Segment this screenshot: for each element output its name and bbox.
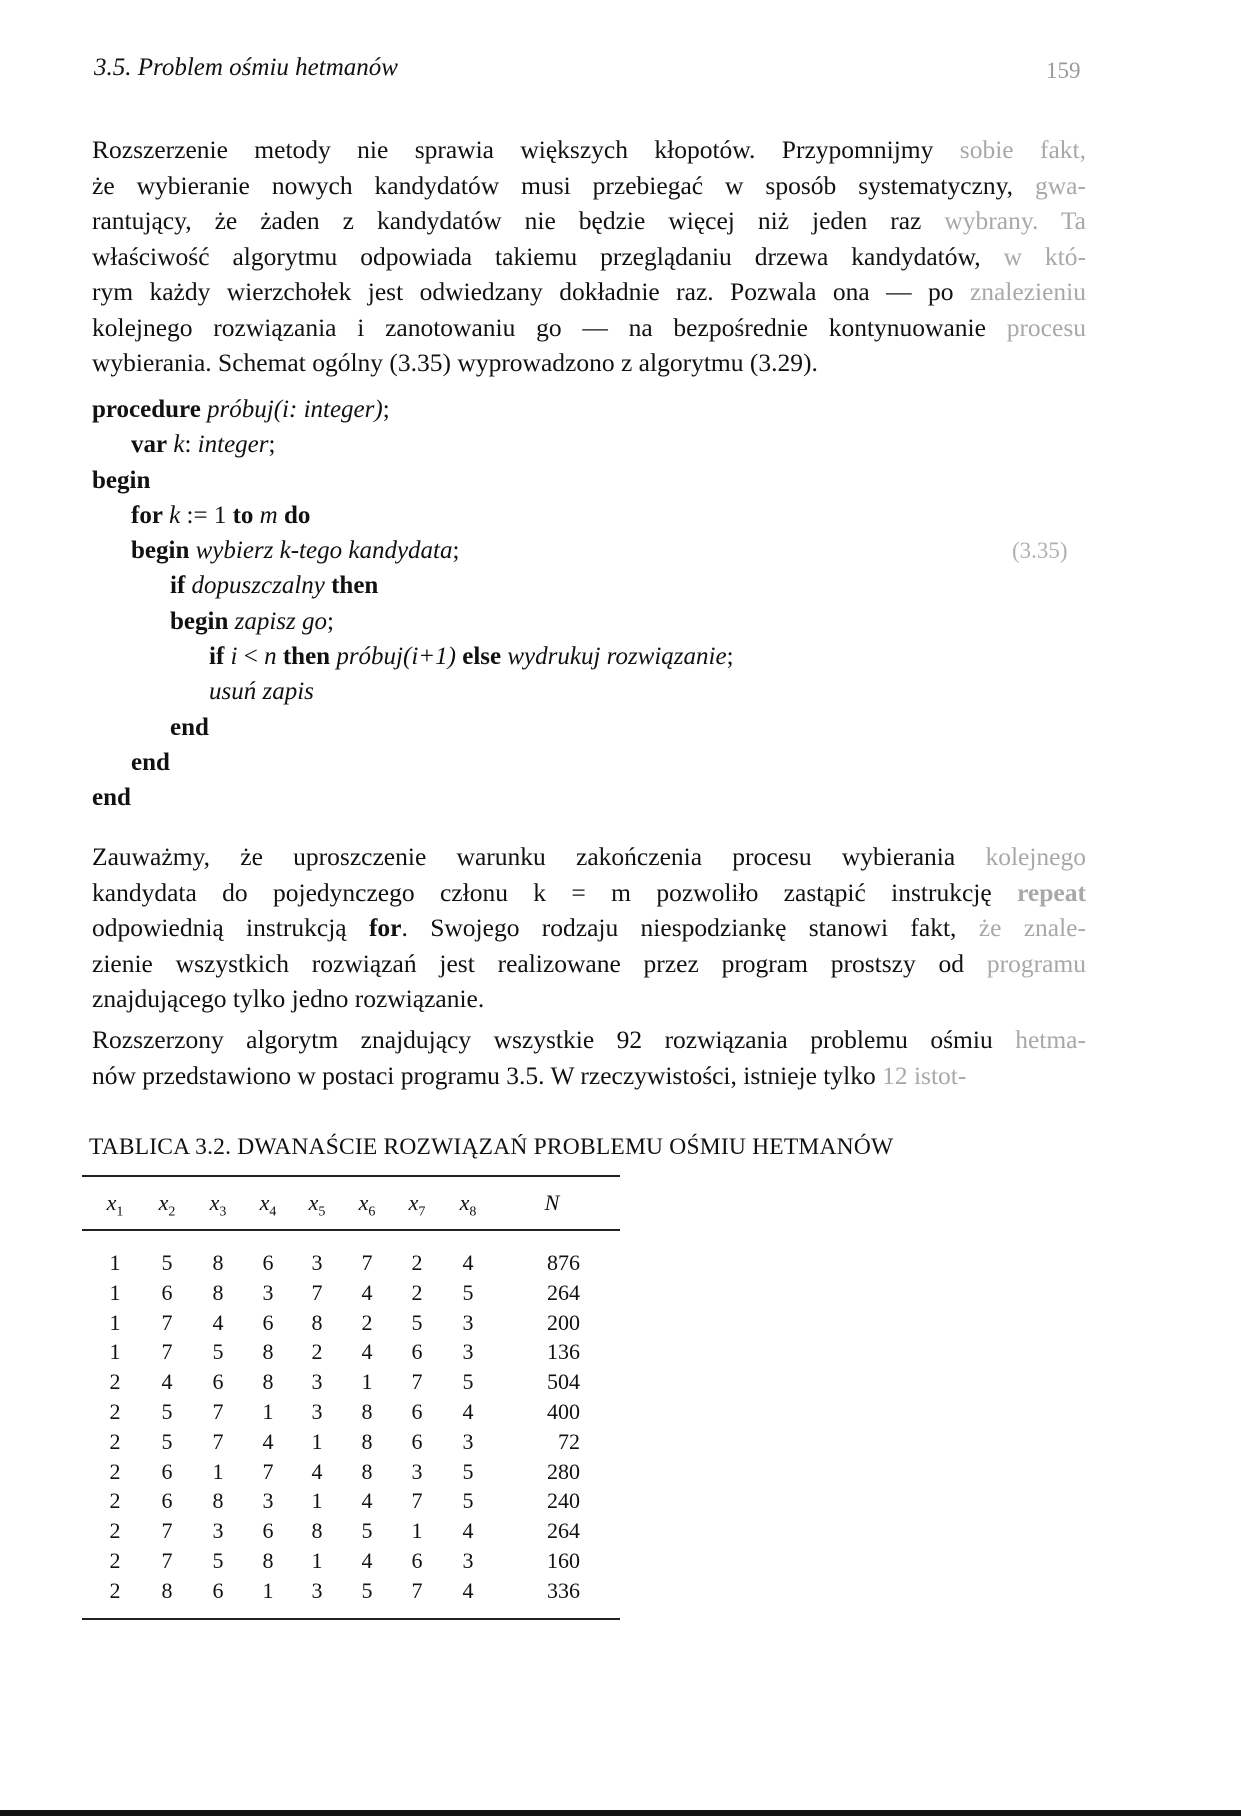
code-keyword: to	[232, 501, 254, 529]
faded-scan-text: programu	[986, 948, 1086, 978]
cell-queen-column: 1	[109, 1309, 121, 1335]
code-token: integer	[197, 431, 269, 459]
line-text: kandydata do pojedynczego członu k = m pozwoliło zastąpić instrukcję	[92, 877, 1018, 907]
text-line	[92, 132, 1086, 168]
code-keyword: do	[283, 501, 311, 529]
cell-queen-column: 7	[262, 1458, 274, 1484]
cell-queen-column: 8	[161, 1577, 173, 1603]
column-subscript: 8	[469, 1204, 477, 1220]
cell-queen-column: 2	[311, 1339, 323, 1365]
code-keyword: end	[92, 784, 131, 812]
cell-queen-column: 5	[361, 1518, 373, 1544]
code-token: ;	[327, 607, 334, 635]
cell-queen-column: 5	[161, 1398, 173, 1424]
column-subscript: 3	[219, 1204, 227, 1220]
cell-n: 160	[547, 1547, 580, 1573]
column-header	[522, 1190, 582, 1216]
cell-queen-column: 5	[411, 1309, 423, 1335]
cell-n: 280	[547, 1458, 580, 1484]
cell-queen-column: 1	[109, 1250, 121, 1275]
column-variable: x	[158, 1190, 169, 1215]
paragraph-extended-algorithm	[92, 1022, 1086, 1093]
text-line	[92, 1022, 1086, 1058]
column-header	[453, 1190, 483, 1220]
code-token: m	[259, 501, 278, 529]
cell-queen-column: 1	[361, 1369, 373, 1395]
code-token: wydrukuj rozwiązanie	[507, 643, 727, 671]
faded-scan-text: kolejnego	[985, 842, 1086, 871]
cell-queen-column: 3	[462, 1339, 474, 1365]
cell-n: 240	[547, 1488, 580, 1514]
code-token: <	[237, 643, 265, 671]
code-token: zapisz go	[234, 607, 327, 635]
cell-queen-column: 7	[411, 1488, 423, 1514]
code-line	[92, 498, 734, 533]
code-token: :	[184, 431, 198, 459]
cell-queen-column: 3	[462, 1428, 474, 1454]
faded-scan-text: procesu	[1006, 312, 1086, 342]
code-token: n	[264, 643, 277, 671]
cell-queen-column: 5	[361, 1577, 373, 1603]
table-header	[82, 1190, 620, 1220]
text-line	[92, 310, 1086, 346]
cell-queen-column: 6	[262, 1250, 274, 1275]
cell-queen-column: 3	[311, 1577, 323, 1603]
cell-queen-column: 7	[161, 1309, 173, 1335]
cell-queen-column: 6	[411, 1398, 423, 1424]
table-row	[82, 1429, 620, 1459]
column-variable: x	[308, 1190, 319, 1215]
cell-queen-column: 6	[262, 1309, 274, 1335]
running-head-title: 3.5. Problem ośmiu hetmanów	[94, 54, 398, 81]
code-line	[92, 568, 734, 603]
column-header	[203, 1190, 233, 1220]
cell-queen-column: 7	[311, 1279, 323, 1305]
code-keyword: begin	[131, 537, 190, 565]
faded-scan-text: 12 istot-	[882, 1060, 967, 1090]
code-line	[92, 463, 734, 498]
cell-n: 264	[547, 1518, 580, 1544]
cell-queen-column: 1	[262, 1577, 274, 1603]
text-line	[92, 1058, 1086, 1094]
column-subscript: 4	[269, 1204, 277, 1220]
code-keyword: if	[209, 643, 225, 671]
cell-n: 504	[547, 1369, 580, 1395]
code-keyword: for	[131, 501, 163, 529]
code-token: k	[173, 431, 185, 459]
table-header-row	[82, 1190, 620, 1220]
cell-queen-column: 7	[161, 1547, 173, 1573]
cell-queen-column: 5	[462, 1488, 474, 1514]
cell-queen-column: 4	[361, 1488, 373, 1514]
code-keyword: begin	[92, 466, 151, 494]
cell-queen-column: 3	[262, 1488, 274, 1514]
code-line	[92, 604, 734, 639]
column-variable: x	[106, 1190, 117, 1215]
cell-queen-column: 6	[212, 1577, 224, 1603]
code-keyword: var	[131, 431, 168, 459]
cell-n: 336	[547, 1577, 580, 1603]
code-token: := 1	[180, 501, 233, 529]
line-text: kolejnego rozwiązania i zanotowaniu go — na bezpośrednie kontynuowanie	[92, 312, 1007, 342]
table-row	[82, 1280, 620, 1310]
cell-queen-column: 2	[411, 1250, 423, 1275]
column-variable: N	[544, 1190, 560, 1215]
column-variable: x	[259, 1190, 270, 1215]
cell-queen-column: 4	[311, 1458, 323, 1484]
table-row	[82, 1399, 620, 1429]
cell-queen-column: 4	[462, 1250, 474, 1275]
faded-scan-text: że znale-	[978, 913, 1086, 942]
cell-n: 72	[558, 1428, 580, 1454]
table-row	[82, 1548, 620, 1578]
code-token: dopuszczalny	[191, 572, 325, 600]
cell-queen-column: 8	[212, 1279, 224, 1305]
column-header	[253, 1190, 283, 1220]
cell-queen-column: 2	[411, 1279, 423, 1305]
table-row	[82, 1578, 620, 1608]
text-line	[92, 239, 1086, 275]
code-line	[92, 780, 734, 815]
cell-queen-column: 3	[262, 1279, 274, 1305]
table-row	[82, 1310, 620, 1340]
cell-queen-column: 6	[262, 1518, 274, 1544]
equation-label: (3.35)	[1012, 538, 1068, 563]
cell-queen-column: 5	[462, 1458, 474, 1484]
faded-scan-text: hetma-	[1015, 1025, 1086, 1054]
scan-edge-band	[0, 1810, 1241, 1816]
cell-queen-column: 2	[361, 1309, 373, 1335]
cell-queen-column: 2	[109, 1547, 121, 1573]
code-line	[92, 639, 734, 674]
cell-queen-column: 4	[462, 1398, 474, 1424]
code-keyword: then	[331, 572, 379, 600]
line-text: rym każdy wierzchołek jest odwiedzany dokładnie raz. Pozwala ona — po	[92, 277, 970, 306]
cell-queen-column: 6	[161, 1488, 173, 1514]
cell-queen-column: 7	[161, 1339, 173, 1365]
cell-queen-column: 3	[311, 1250, 323, 1275]
cell-queen-column: 2	[109, 1488, 121, 1514]
faded-scan-text: gwa-	[1035, 170, 1086, 200]
code-keyword: procedure	[92, 396, 201, 423]
table-row	[82, 1459, 620, 1489]
cell-queen-column: 6	[411, 1428, 423, 1454]
cell-queen-column: 1	[212, 1458, 224, 1484]
cell-queen-column: 8	[311, 1309, 323, 1335]
cell-queen-column: 5	[161, 1250, 173, 1275]
text-line	[92, 875, 1086, 911]
solutions-table	[82, 1250, 620, 1608]
code-token: i	[230, 643, 238, 671]
column-subscript: 5	[318, 1204, 326, 1220]
paragraph-intro	[92, 132, 1086, 381]
text-line	[92, 203, 1086, 239]
cell-queen-column: 5	[212, 1547, 224, 1573]
faded-scan-text: wybrany. Ta	[944, 206, 1086, 235]
text-line	[92, 345, 1086, 381]
faded-scan-text: znalezieniu	[969, 277, 1086, 306]
line-text: nów przedstawiono w postaci programu 3.5. W rzeczywistości, istnieje tylko	[92, 1060, 883, 1090]
keyword-repeat: repeat	[1017, 877, 1086, 907]
cell-queen-column: 6	[411, 1547, 423, 1573]
line-text: że wybieranie nowych kandydatów musi przebiegać w sposób systematyczny,	[92, 170, 1036, 200]
column-header	[152, 1190, 182, 1220]
line-text: odpowiednią instrukcją	[92, 913, 369, 942]
code-keyword: else	[462, 643, 502, 671]
line-text: znajdującego tylko jedno rozwiązanie.	[92, 984, 485, 1013]
cell-n: 136	[547, 1339, 580, 1365]
cell-queen-column: 2	[109, 1577, 121, 1603]
table-row	[82, 1339, 620, 1369]
code-keyword: if	[170, 572, 186, 600]
line-text: Zauważmy, że uproszczenie warunku zakończenia procesu wybierania	[92, 842, 986, 871]
cell-queen-column: 8	[262, 1369, 274, 1395]
cell-queen-column: 7	[212, 1398, 224, 1424]
cell-queen-column: 2	[109, 1369, 121, 1395]
code-token: ;	[452, 537, 460, 565]
cell-queen-column: 5	[161, 1428, 173, 1454]
code-token: k	[169, 501, 181, 529]
cell-queen-column: 3	[462, 1309, 474, 1335]
column-header	[402, 1190, 432, 1220]
code-token: usuń zapis	[209, 678, 314, 706]
column-variable: x	[459, 1190, 470, 1215]
cell-queen-column: 8	[361, 1398, 373, 1424]
cell-queen-column: 8	[361, 1458, 373, 1484]
code-keyword: end	[131, 748, 170, 776]
cell-queen-column: 4	[361, 1339, 373, 1365]
table-row	[82, 1369, 620, 1399]
line-text: zienie wszystkich rozwiązań jest realizowane przez program prostszy od	[92, 948, 987, 978]
cell-queen-column: 8	[262, 1547, 274, 1573]
table-header-rule	[82, 1229, 620, 1231]
cell-queen-column: 4	[462, 1577, 474, 1603]
cell-queen-column: 2	[109, 1398, 121, 1424]
cell-queen-column: 8	[212, 1488, 224, 1514]
code-keyword: end	[170, 713, 209, 741]
text-line	[92, 946, 1086, 982]
column-header	[352, 1190, 382, 1220]
pseudocode-block	[92, 392, 734, 816]
cell-queen-column: 8	[311, 1518, 323, 1544]
cell-queen-column: 2	[109, 1458, 121, 1484]
cell-queen-column: 4	[361, 1547, 373, 1573]
cell-queen-column: 1	[311, 1547, 323, 1573]
text-line	[92, 839, 1086, 875]
cell-queen-column: 6	[161, 1279, 173, 1305]
cell-queen-column: 3	[311, 1398, 323, 1424]
cell-queen-column: 1	[262, 1398, 274, 1424]
cell-queen-column: 7	[212, 1428, 224, 1454]
cell-queen-column: 2	[109, 1428, 121, 1454]
cell-queen-column: 1	[411, 1518, 423, 1544]
cell-queen-column: 1	[311, 1428, 323, 1454]
table-row	[82, 1488, 620, 1518]
column-variable: x	[408, 1190, 419, 1215]
column-variable: x	[358, 1190, 369, 1215]
cell-queen-column: 6	[212, 1369, 224, 1395]
cell-queen-column: 8	[262, 1339, 274, 1365]
code-line	[92, 427, 734, 462]
faded-scan-text: sobie fakt,	[959, 135, 1086, 164]
code-keyword: begin	[170, 607, 229, 635]
cell-queen-column: 3	[462, 1547, 474, 1573]
table-bottom-rule	[82, 1618, 620, 1620]
cell-queen-column: 6	[411, 1339, 423, 1365]
keyword-for: for	[368, 913, 402, 942]
line-text: rantujący, że żaden z kandydatów nie będzie więcej niż jeden raz	[92, 206, 945, 235]
faded-scan-text: w któ-	[1003, 241, 1087, 271]
column-subscript: 2	[168, 1204, 176, 1220]
column-subscript: 7	[418, 1204, 426, 1220]
text-line	[92, 910, 1086, 946]
code-keyword: then	[282, 643, 331, 671]
cell-queen-column: 4	[161, 1369, 173, 1395]
paragraph-observation	[92, 839, 1086, 1017]
cell-queen-column: 1	[109, 1339, 121, 1365]
cell-queen-column: 5	[462, 1369, 474, 1395]
cell-queen-column: 8	[361, 1428, 373, 1454]
column-subscript: 6	[368, 1204, 376, 1220]
table-top-rule	[82, 1175, 620, 1177]
cell-queen-column: 7	[411, 1369, 423, 1395]
code-line	[92, 710, 734, 745]
text-line	[92, 981, 1086, 1017]
page-number: 159	[1046, 58, 1081, 83]
cell-queen-column: 7	[161, 1518, 173, 1544]
code-token: próbuj(i+1)	[336, 643, 456, 671]
code-token: ;	[268, 431, 276, 459]
table-row	[82, 1518, 620, 1548]
cell-queen-column: 7	[411, 1577, 423, 1603]
code-token: wybierz k-tego kandydata	[195, 537, 453, 565]
code-line	[92, 745, 734, 780]
cell-queen-column: 8	[212, 1250, 224, 1275]
cell-n: 876	[547, 1250, 580, 1275]
line-text: wybierania. Schemat ogólny (3.35) wyprowadzono z algorytmu (3.29).	[92, 348, 818, 377]
cell-queen-column: 1	[311, 1488, 323, 1514]
cell-queen-column: 7	[361, 1250, 373, 1275]
cell-n: 264	[547, 1279, 580, 1305]
cell-queen-column: 4	[212, 1309, 224, 1335]
text-line	[92, 168, 1086, 204]
code-token: ;	[382, 396, 390, 423]
cell-n: 200	[547, 1309, 580, 1335]
table-caption: TABLICA 3.2. DWANAŚCIE ROZWIĄZAŃ PROBLEMU OŚMIU HETMANÓW	[89, 1134, 894, 1160]
text-line	[92, 274, 1086, 310]
cell-queen-column: 1	[109, 1279, 121, 1305]
line-text: . Swojego rodzaju niespodziankę stanowi fakt,	[401, 913, 979, 942]
table-row	[82, 1250, 620, 1280]
cell-queen-column: 3	[411, 1458, 423, 1484]
line-text: Rozszerzenie metody nie sprawia większych kłopotów. Przypomnijmy	[92, 135, 960, 164]
column-header	[100, 1190, 130, 1220]
column-header	[302, 1190, 332, 1220]
cell-queen-column: 3	[311, 1369, 323, 1395]
cell-n: 400	[547, 1398, 580, 1424]
cell-queen-column: 2	[109, 1518, 121, 1544]
code-line	[92, 392, 734, 427]
cell-queen-column: 4	[361, 1279, 373, 1305]
cell-queen-column: 6	[161, 1458, 173, 1484]
column-subscript: 1	[116, 1204, 124, 1220]
line-text: Rozszerzony algorytm znajdujący wszystkie 92 rozwiązania problemu ośmiu	[92, 1025, 1016, 1054]
cell-queen-column: 4	[262, 1428, 274, 1454]
code-line	[92, 674, 734, 709]
line-text: właściwość algorytmu odpowiada takiemu przeglądaniu drzewa kandydatów,	[92, 241, 1004, 271]
cell-queen-column: 4	[462, 1518, 474, 1544]
cell-queen-column: 5	[212, 1339, 224, 1365]
code-line	[92, 533, 734, 568]
cell-queen-column: 5	[462, 1279, 474, 1305]
cell-queen-column: 3	[212, 1518, 224, 1544]
code-token: próbuj(i: integer)	[207, 396, 383, 423]
column-variable: x	[209, 1190, 220, 1215]
code-token: ;	[726, 643, 734, 671]
